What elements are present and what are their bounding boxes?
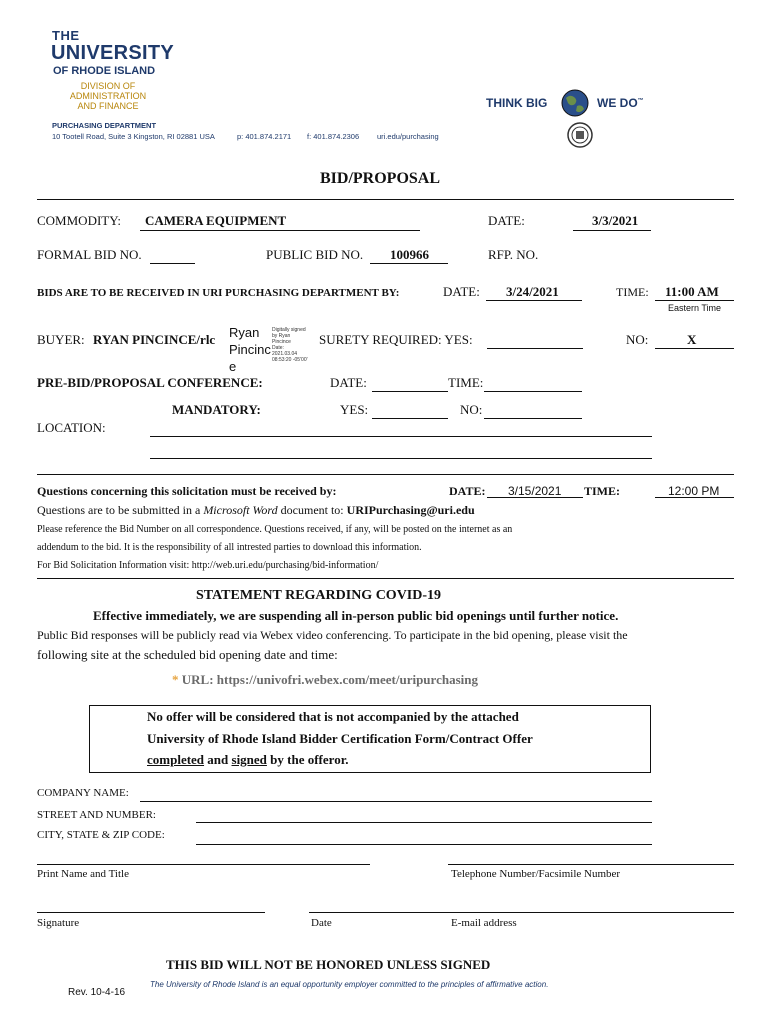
questions-date-underline — [487, 497, 583, 498]
no-label: NO: — [626, 332, 649, 347]
notice-line-2: University of Rhode Island Bidder Certification Form/Contract Offer — [147, 731, 533, 746]
url-star: * — [172, 672, 179, 687]
email-label: E-mail address — [451, 917, 517, 929]
public-bid-underline — [370, 263, 448, 264]
sig-detail-6: 08:53:20 -05'00' — [272, 357, 308, 363]
prebid-date-label: DATE: — [330, 375, 367, 390]
dept-address: 10 Tootell Road, Suite 3 Kingston, RI 02881 USA — [52, 132, 215, 141]
submit-word: Microsoft Word — [203, 503, 278, 517]
prebid-time-label: TIME: — [448, 375, 484, 390]
submit-email[interactable]: URIPurchasing@uri.edu — [346, 503, 475, 517]
submit-post: document to: — [277, 503, 347, 517]
commodity-label: COMMODITY: — [37, 213, 122, 228]
received-date-label: DATE: — [443, 284, 480, 299]
questions-date-label: DATE: — [449, 484, 486, 498]
title-divider — [37, 199, 734, 200]
questions-time-underline — [655, 497, 734, 498]
covid-body-1: Public Bid responses will be publicly read via Webex video conferencing. To participate in the bid opening, please visit the — [37, 628, 628, 642]
time-underline — [655, 300, 734, 301]
sig-detail-3: Pincince — [272, 339, 291, 345]
sig-name-line-3: e — [229, 359, 237, 374]
no-underline — [655, 348, 734, 349]
notice-line-1: No offer will be considered that is not accompanied by the attached — [147, 709, 519, 724]
signature-field[interactable] — [37, 912, 265, 913]
sig-detail-5: 2021.03.04 — [272, 351, 298, 357]
buyer-label: BUYER: — [37, 332, 85, 347]
date-value[interactable]: 3/3/2021 — [592, 213, 639, 228]
company-name-label: COMPANY NAME: — [37, 787, 129, 799]
submit-pre: Questions are to be submitted in a — [37, 503, 204, 517]
mandatory-label: MANDATORY: — [172, 402, 261, 417]
questions-submit — [37, 503, 475, 518]
covid-body-2: following site at the scheduled bid opening date and time: — [37, 647, 338, 662]
globe-icon — [560, 88, 590, 118]
street-field[interactable] — [196, 822, 652, 823]
date-email-field[interactable] — [309, 912, 734, 913]
notice-and: and — [204, 752, 232, 767]
logo-division-line-1: DIVISION OF — [80, 81, 136, 91]
covid-effective: Effective immediately, we are suspending all in-person public bid openings until further notice. — [93, 608, 619, 623]
covid-heading: STATEMENT REGARDING COVID-19 — [196, 588, 442, 603]
telephone-field[interactable] — [448, 864, 734, 865]
sig-detail-1: Digitally signed — [272, 327, 306, 333]
public-bid-label: PUBLIC BID NO. — [266, 247, 364, 262]
mandatory-no-label: NO: — [460, 402, 483, 417]
questions-time-label: TIME: — [584, 484, 620, 498]
surety-label: SURETY REQUIRED: YES: — [319, 332, 473, 347]
questions-note-2: addendum to the bid. It is the responsibility of all intrested parties to download this information. — [37, 542, 422, 553]
sig-detail-2: by Ryan — [272, 333, 291, 339]
we-do-text: WE DO™ — [597, 96, 644, 110]
mandatory-yes-field[interactable] — [372, 418, 448, 419]
eastern-time: Eastern Time — [668, 303, 722, 313]
notice-completed: completed — [147, 752, 205, 767]
print-name-label: Print Name and Title — [37, 868, 129, 880]
sig-name-line-2: Pincinc — [229, 342, 271, 357]
street-label: STREET AND NUMBER: — [37, 809, 156, 821]
time-label: TIME: — [616, 285, 649, 299]
page-title: BID/PROPOSAL — [320, 170, 441, 187]
university-seal-icon — [566, 120, 594, 150]
commodity-value[interactable]: CAMERA EQUIPMENT — [145, 213, 287, 228]
dept-web: uri.edu/purchasing — [377, 132, 439, 141]
location-field-2[interactable] — [150, 458, 652, 459]
formal-bid-field[interactable] — [150, 263, 195, 264]
rfp-label: RFP. NO. — [488, 247, 539, 262]
city-label: CITY, STATE & ZIP CODE: — [37, 829, 165, 841]
purchasing-dept: PURCHASING DEPARTMENT — [52, 121, 157, 130]
notice-signed: signed — [231, 752, 267, 767]
revision-label: Rev. 10-4-16 — [68, 987, 126, 998]
logo-division — [58, 81, 158, 111]
signature-date-label: Date — [311, 917, 332, 929]
logo-the: THE — [52, 28, 80, 43]
location-label: LOCATION: — [37, 420, 106, 435]
mandatory-yes-label: YES: — [340, 402, 369, 417]
date-label: DATE: — [488, 213, 525, 228]
dept-phone: p: 401.874.2171 — [237, 132, 292, 141]
sig-name-line-1: Ryan — [229, 325, 260, 340]
location-field-1[interactable] — [150, 436, 652, 437]
location-divider — [37, 474, 734, 475]
commodity-underline — [140, 230, 420, 231]
formal-bid-label: FORMAL BID NO. — [37, 247, 142, 262]
mandatory-no-field[interactable] — [484, 418, 582, 419]
surety-yes-field[interactable] — [487, 348, 583, 349]
dept-fax: f: 401.874.2306 — [307, 132, 360, 141]
received-label: BIDS ARE TO BE RECEIVED IN URI PURCHASING DEPARTMENT BY: — [37, 287, 400, 299]
questions-time-value[interactable]: 12:00 PM — [668, 484, 720, 498]
telephone-label: Telephone Number/Facsimile Number — [451, 868, 621, 880]
questions-note-1: Please reference the Bid Number on all correspondence. Questions received, if any, will be posted on the internet as an — [37, 524, 513, 535]
questions-divider — [37, 578, 734, 579]
questions-date-value[interactable]: 3/15/2021 — [508, 484, 562, 498]
notice-line-3 — [147, 752, 349, 768]
time-value[interactable]: 11:00 AM — [665, 284, 719, 299]
digital-signature-name — [229, 324, 271, 375]
equal-opportunity: The University of Rhode Island is an equal opportunity employer committed to the principles of affirmative action. — [150, 980, 549, 989]
think-big-text: THINK BIG — [486, 96, 548, 110]
date-underline — [573, 230, 651, 231]
city-field[interactable] — [196, 844, 652, 845]
questions-label: Questions concerning this solicitation must be received by: — [37, 484, 337, 498]
not-honored-notice: THIS BID WILL NOT BE HONORED UNLESS SIGNED — [166, 957, 491, 972]
url-text[interactable]: URL: https://univofri.webex.com/meet/uripurchasing — [178, 672, 478, 687]
company-name-field[interactable] — [140, 801, 652, 802]
digital-signature-details — [272, 327, 308, 363]
print-name-field[interactable] — [37, 864, 370, 865]
buyer-value: RYAN PINCINCE/rlc — [93, 332, 216, 347]
prebid-time-field[interactable] — [484, 391, 582, 392]
public-bid-value[interactable]: 100966 — [390, 247, 429, 262]
logo-rhode-island: OF RHODE ISLAND — [53, 65, 156, 77]
received-date-value[interactable]: 3/24/2021 — [506, 284, 559, 299]
received-date-underline — [486, 300, 582, 301]
prebid-date-field[interactable] — [372, 391, 448, 392]
prebid-label: PRE-BID/PROPOSAL CONFERENCE: — [37, 375, 263, 390]
notice-by-offeror: by the offeror. — [266, 752, 349, 767]
covid-url[interactable] — [172, 672, 478, 688]
questions-note-3: For Bid Solicitation Information visit: http://web.uri.edu/purchasing/bid-information/ — [37, 560, 379, 571]
no-value[interactable]: X — [687, 332, 697, 347]
logo-division-line-2: ADMINISTRATION — [69, 91, 147, 101]
sig-detail-4: Date: — [272, 345, 284, 351]
signature-label: Signature — [37, 917, 80, 929]
logo-division-line-3: AND FINANCE — [77, 101, 139, 111]
logo-university: UNIVERSITY — [51, 42, 175, 64]
